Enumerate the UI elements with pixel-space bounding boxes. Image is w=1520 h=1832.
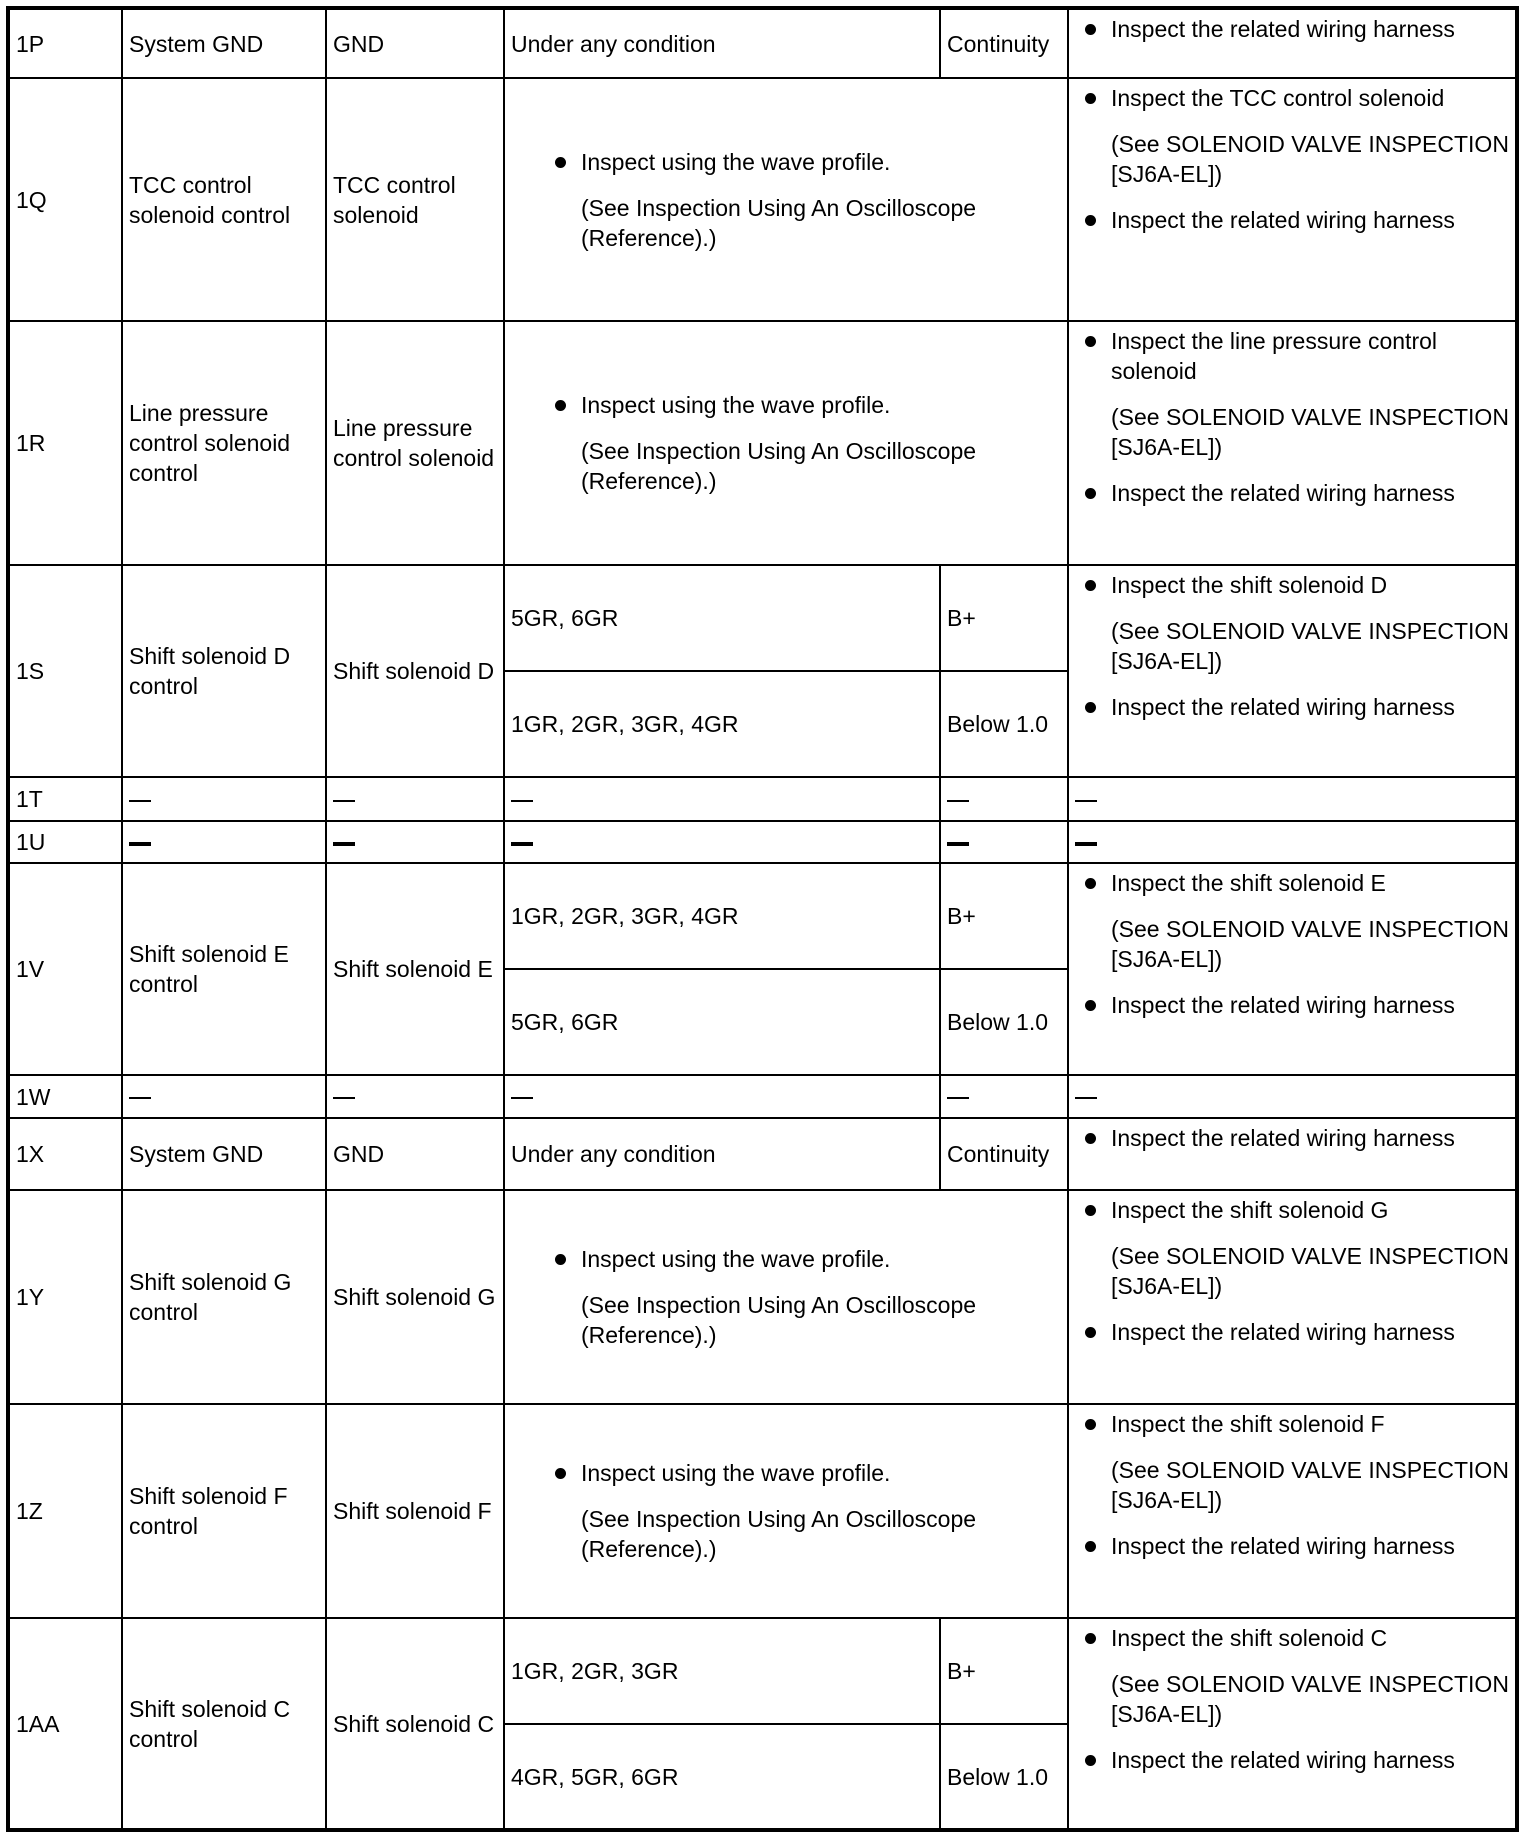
remedy-bullet: Inspect the shift solenoid C xyxy=(1075,1623,1509,1653)
remedy-bullet: Inspect the shift solenoid D xyxy=(1075,570,1509,600)
empty-cell xyxy=(122,1075,326,1118)
remedy-reference-note: (See SOLENOID VALVE INSPECTION [SJ6A-EL]) xyxy=(1111,1243,1509,1299)
description-cell: Shift solenoid D control xyxy=(122,565,326,777)
empty-cell xyxy=(122,821,326,863)
terminal-cell: 1Y xyxy=(8,1190,122,1404)
wave-instruction: Inspect using the wave profile. xyxy=(545,390,1061,420)
dash-mark xyxy=(1075,1097,1097,1099)
terminal-cell: 1Q xyxy=(8,78,122,321)
condition-cell: 5GR, 6GR xyxy=(504,969,940,1075)
value-cell: Below 1.0 xyxy=(940,671,1068,777)
value-cell: Below 1.0 xyxy=(940,969,1068,1075)
dash-mark xyxy=(947,842,969,846)
terminal-inspection-table xyxy=(6,6,1519,1832)
remedy-bullet: Inspect the shift solenoid E xyxy=(1075,868,1509,898)
condition-cell: 1GR, 2GR, 3GR xyxy=(504,1618,940,1724)
terminal-cell: 1S xyxy=(8,565,122,777)
description-cell: System GND xyxy=(122,8,326,78)
terminal-cell: 1P xyxy=(8,8,122,78)
remedy-bullet: Inspect the related wiring harness xyxy=(1075,990,1509,1020)
wave-reference-note: (See Inspection Using An Oscilloscope (Reference).) xyxy=(581,194,977,251)
condition-cell: 4GR, 5GR, 6GR xyxy=(504,1724,940,1830)
table-row xyxy=(8,863,1517,969)
empty-cell xyxy=(1068,777,1517,821)
description-cell: Shift solenoid F control xyxy=(122,1404,326,1618)
dash-mark xyxy=(129,800,151,802)
empty-cell xyxy=(504,1075,940,1118)
remedy-cell xyxy=(1068,8,1517,78)
description-cell: System GND xyxy=(122,1118,326,1190)
empty-cell xyxy=(940,821,1068,863)
empty-cell xyxy=(504,821,940,863)
remedy-bullet: Inspect the related wiring harness xyxy=(1075,1123,1509,1153)
wave-instruction: Inspect using the wave profile. xyxy=(545,1458,1061,1488)
dash-mark xyxy=(333,1097,355,1099)
empty-cell xyxy=(504,777,940,821)
wave-profile-cell xyxy=(504,321,1068,565)
remedy-bullet: Inspect the shift solenoid G xyxy=(1075,1195,1509,1225)
component-cell: Line pressure control solenoid xyxy=(326,321,504,565)
remedy-cell xyxy=(1068,321,1517,565)
remedy-cell xyxy=(1068,1118,1517,1190)
wave-profile-cell xyxy=(504,1190,1068,1404)
remedy-bullet: Inspect the line pressure control solenoid xyxy=(1075,326,1509,386)
remedy-bullet: Inspect the related wiring harness xyxy=(1075,478,1509,508)
terminal-cell: 1R xyxy=(8,321,122,565)
empty-cell xyxy=(940,1075,1068,1118)
table-row xyxy=(8,78,1517,321)
remedy-cell xyxy=(1068,1618,1517,1830)
dash-mark xyxy=(511,800,533,802)
table-row xyxy=(8,1618,1517,1724)
table-row xyxy=(8,777,1517,821)
component-cell: Shift solenoid D xyxy=(326,565,504,777)
description-cell: Shift solenoid E control xyxy=(122,863,326,1075)
empty-cell xyxy=(1068,821,1517,863)
component-cell: Shift solenoid G xyxy=(326,1190,504,1404)
remedy-reference-note: (See SOLENOID VALVE INSPECTION [SJ6A-EL]) xyxy=(1111,1671,1509,1727)
table-row xyxy=(8,1190,1517,1404)
value-cell: B+ xyxy=(940,863,1068,969)
condition-cell: Under any condition xyxy=(504,1118,940,1190)
remedy-bullet: Inspect the related wiring harness xyxy=(1075,205,1509,235)
remedy-cell xyxy=(1068,78,1517,321)
dash-mark xyxy=(129,842,151,846)
dash-mark xyxy=(333,800,355,802)
description-cell: Shift solenoid G control xyxy=(122,1190,326,1404)
terminal-cell: 1V xyxy=(8,863,122,1075)
wave-profile-cell xyxy=(504,78,1068,321)
value-cell: Continuity xyxy=(940,1118,1068,1190)
remedy-bullet: Inspect the TCC control solenoid xyxy=(1075,83,1509,113)
remedy-cell xyxy=(1068,863,1517,1075)
component-cell: Shift solenoid C xyxy=(326,1618,504,1830)
component-cell: GND xyxy=(326,8,504,78)
condition-cell: Under any condition xyxy=(504,8,940,78)
component-cell: Shift solenoid E xyxy=(326,863,504,1075)
terminal-cell: 1T xyxy=(8,777,122,821)
empty-cell xyxy=(326,1075,504,1118)
remedy-bullet: Inspect the related wiring harness xyxy=(1075,1317,1509,1347)
table-row xyxy=(8,565,1517,671)
empty-cell xyxy=(940,777,1068,821)
remedy-cell xyxy=(1068,565,1517,777)
wave-instruction: Inspect using the wave profile. xyxy=(545,147,1061,177)
value-cell: Below 1.0 xyxy=(940,1724,1068,1830)
remedy-reference-note: (See SOLENOID VALVE INSPECTION [SJ6A-EL]) xyxy=(1111,916,1509,972)
dash-mark xyxy=(947,1097,969,1099)
table-row xyxy=(8,821,1517,863)
table-row xyxy=(8,1404,1517,1618)
remedy-reference-note: (See SOLENOID VALVE INSPECTION [SJ6A-EL]) xyxy=(1111,618,1509,674)
empty-cell xyxy=(326,821,504,863)
remedy-reference-note: (See SOLENOID VALVE INSPECTION [SJ6A-EL]) xyxy=(1111,131,1509,187)
wave-instruction: Inspect using the wave profile. xyxy=(545,1244,1061,1274)
dash-mark xyxy=(947,800,969,802)
wave-reference-note: (See Inspection Using An Oscilloscope (Reference).) xyxy=(581,1506,977,1562)
remedy-bullet: Inspect the related wiring harness xyxy=(1075,692,1509,722)
wave-reference-note: (See Inspection Using An Oscilloscope (Reference).) xyxy=(581,438,977,494)
condition-cell: 1GR, 2GR, 3GR, 4GR xyxy=(504,671,940,777)
remedy-bullet: Inspect the shift solenoid F xyxy=(1075,1409,1509,1439)
remedy-bullet: Inspect the related wiring harness xyxy=(1075,1745,1509,1775)
dash-mark xyxy=(333,842,355,846)
condition-cell: 5GR, 6GR xyxy=(504,565,940,671)
value-cell: B+ xyxy=(940,565,1068,671)
terminal-cell: 1X xyxy=(8,1118,122,1190)
dash-mark xyxy=(1075,800,1097,802)
empty-cell xyxy=(326,777,504,821)
component-cell: TCC control solenoid xyxy=(326,78,504,321)
remedy-cell xyxy=(1068,1190,1517,1404)
value-cell: B+ xyxy=(940,1618,1068,1724)
component-cell: Shift solenoid F xyxy=(326,1404,504,1618)
remedy-reference-note: (See SOLENOID VALVE INSPECTION [SJ6A-EL]) xyxy=(1111,404,1509,460)
table-row xyxy=(8,321,1517,565)
table-row xyxy=(8,1075,1517,1118)
description-cell: TCC control solenoid control xyxy=(122,78,326,321)
terminal-cell: 1W xyxy=(8,1075,122,1118)
dash-mark xyxy=(129,1097,151,1099)
value-cell: Continuity xyxy=(940,8,1068,78)
terminal-cell: 1AA xyxy=(8,1618,122,1830)
wave-reference-note: (See Inspection Using An Oscilloscope (Reference).) xyxy=(581,1292,977,1348)
description-cell: Line pressure control solenoid control xyxy=(122,321,326,565)
component-cell: GND xyxy=(326,1118,504,1190)
empty-cell xyxy=(122,777,326,821)
dash-mark xyxy=(511,1097,533,1099)
terminal-cell: 1U xyxy=(8,821,122,863)
condition-cell: 1GR, 2GR, 3GR, 4GR xyxy=(504,863,940,969)
remedy-bullet: Inspect the related wiring harness xyxy=(1075,1531,1509,1561)
dash-mark xyxy=(511,842,533,846)
description-cell: Shift solenoid C control xyxy=(122,1618,326,1830)
remedy-bullet: Inspect the related wiring harness xyxy=(1075,14,1509,44)
remedy-cell xyxy=(1068,1404,1517,1618)
wave-profile-cell xyxy=(504,1404,1068,1618)
empty-cell xyxy=(1068,1075,1517,1118)
table-row xyxy=(8,1118,1517,1190)
table-row xyxy=(8,8,1517,78)
remedy-reference-note: (See SOLENOID VALVE INSPECTION [SJ6A-EL]) xyxy=(1111,1457,1509,1513)
dash-mark xyxy=(1075,842,1097,846)
terminal-cell: 1Z xyxy=(8,1404,122,1618)
